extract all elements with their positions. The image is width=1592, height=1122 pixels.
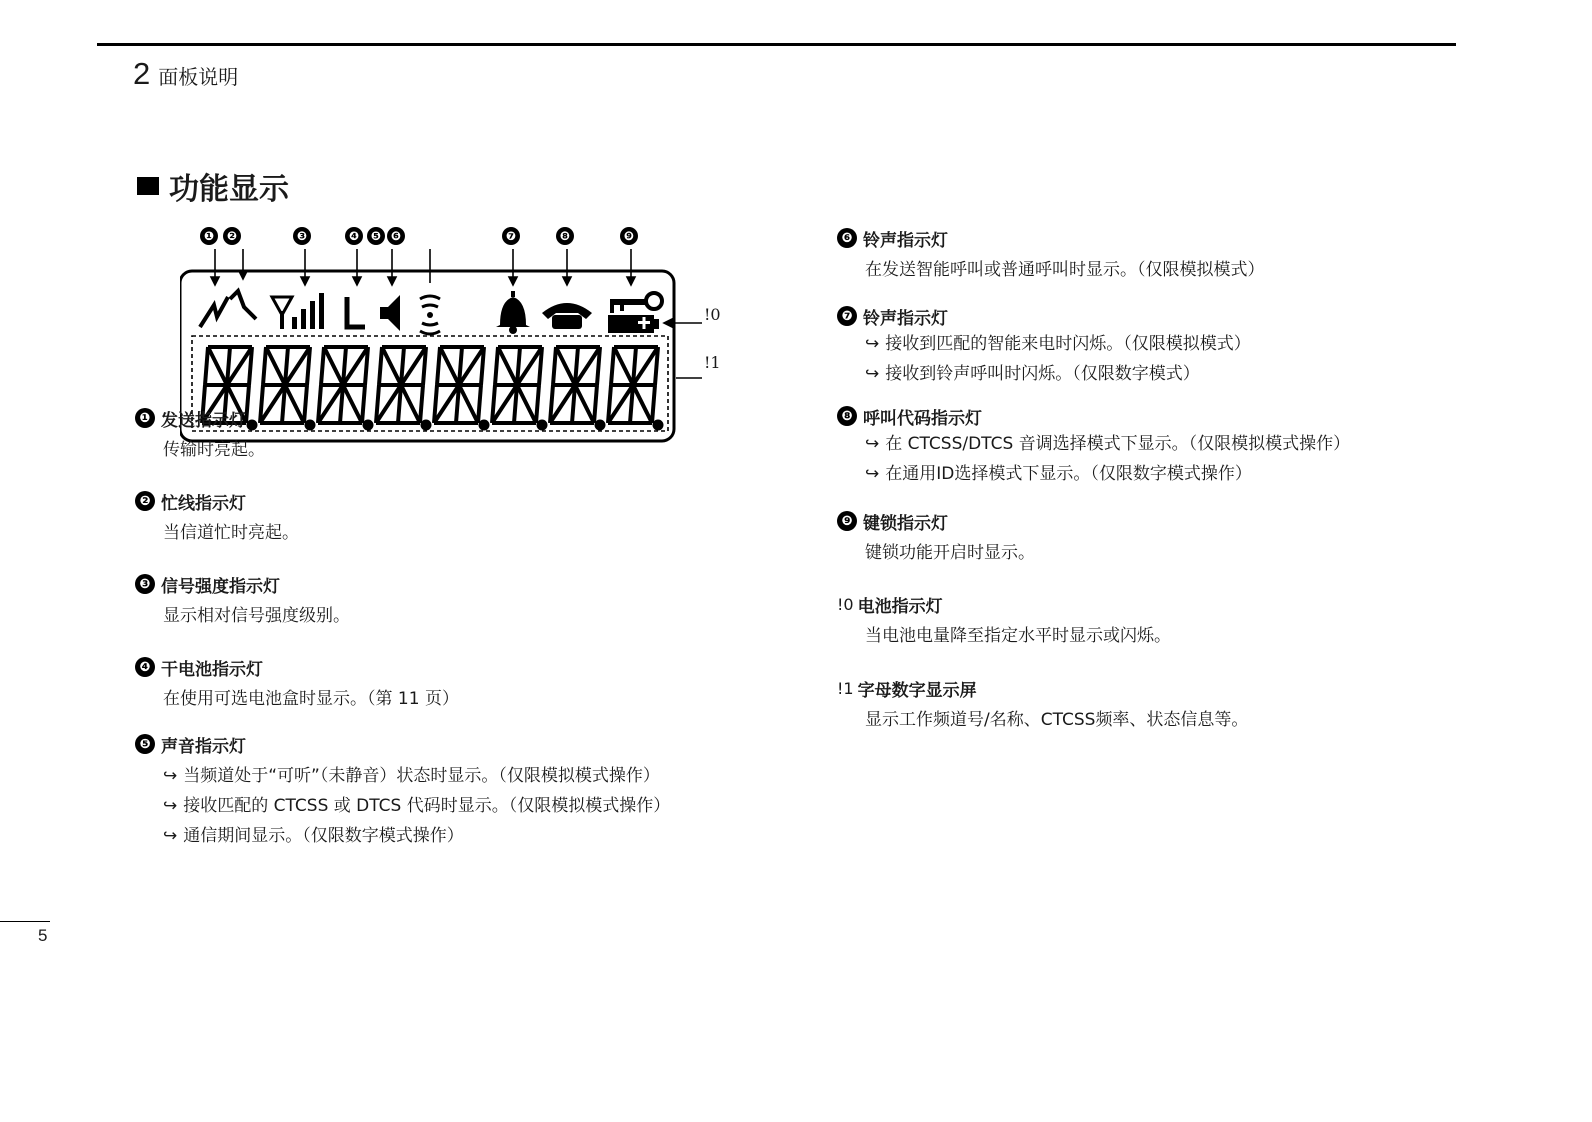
bullet-arrow-icon: ↪	[865, 334, 880, 354]
callout-2: ❷	[223, 227, 241, 245]
item-bullet	[865, 364, 1251, 384]
item-title: 字母数字显示屏	[857, 680, 977, 701]
item-call-code-indicator	[837, 404, 1350, 484]
callout-10-label: !0	[704, 305, 721, 324]
item-title: 信号强度指示灯	[161, 576, 280, 597]
callout-5: ❺	[367, 227, 385, 245]
item-title: 发送指示灯	[161, 410, 246, 431]
item-title: 忙线指示灯	[161, 493, 246, 514]
item-badge: ❸	[135, 574, 155, 594]
bullet-arrow-icon: ↪	[865, 364, 880, 384]
bullet-text: 在通用ID选择模式下显示。（仅限数字模式操作）	[885, 464, 1252, 484]
bullet-text: 当频道处于“可听”（未静音）状态时显示。（仅限模拟模式操作）	[183, 766, 660, 786]
chapter-number: 2	[133, 56, 151, 91]
decimal-point	[307, 422, 313, 428]
callout-9: ❾	[620, 227, 638, 245]
item-bell-receive-indicator	[837, 304, 1251, 384]
bullet-text: 通信期间显示。（仅限数字模式操作）	[183, 826, 464, 846]
item-title: 键锁指示灯	[863, 513, 948, 534]
segment-digit	[608, 347, 661, 428]
item-badge: !0	[837, 594, 854, 614]
decimal-point	[539, 422, 545, 428]
item-title: 呼叫代码指示灯	[863, 408, 982, 429]
bullet-arrow-icon: ↪	[163, 766, 178, 786]
item-badge: ❷	[135, 491, 155, 511]
segment-digit	[318, 347, 371, 428]
segment-digit	[434, 347, 487, 428]
callout-11-label: !1	[704, 353, 721, 372]
item-description: 显示相对信号强度级别。	[163, 606, 350, 626]
item-bell-send-indicator	[837, 226, 1265, 280]
item-title: 铃声指示灯	[863, 308, 948, 329]
item-alphanumeric-display	[837, 676, 1248, 730]
page-number: 5	[38, 926, 48, 945]
item-bullet	[163, 766, 670, 786]
item-title: 声音指示灯	[161, 736, 246, 757]
item-badge: ❾	[837, 511, 857, 531]
item-key-lock-indicator	[837, 509, 1035, 563]
bullet-text: 接收到铃声呼叫时闪烁。（仅限数字模式）	[885, 364, 1200, 384]
item-battery-indicator	[837, 592, 1171, 646]
item-description: 在发送智能呼叫或普通呼叫时显示。（仅限模拟模式）	[865, 260, 1265, 280]
callout-7: ❼	[502, 227, 520, 245]
item-signal-indicator	[135, 572, 350, 626]
segment-digit	[376, 347, 429, 428]
bullet-arrow-icon: ↪	[865, 434, 880, 454]
item-description: 键锁功能开启时显示。	[865, 543, 1035, 563]
item-description: 在使用可选电池盒时显示。（第 11 页）	[163, 689, 459, 709]
item-bullet	[163, 796, 670, 816]
item-title: 干电池指示灯	[161, 659, 263, 680]
bullet-text: 接收匹配的 CTCSS 或 DTCS 代码时显示。（仅限模拟模式操作）	[183, 796, 671, 816]
callout-6: ❻	[387, 227, 405, 245]
item-description: 当电池电量降至指定水平时显示或闪烁。	[865, 626, 1171, 646]
item-badge: ❼	[837, 306, 857, 326]
chapter-title: 面板说明	[158, 65, 239, 89]
callout-3: ❸	[293, 227, 311, 245]
bullet-text: 在 CTCSS/DTCS 音调选择模式下显示。（仅限模拟模式操作）	[885, 434, 1351, 454]
bullet-text: 接收到匹配的智能来电时闪烁。（仅限模拟模式）	[885, 334, 1251, 354]
item-description: 显示工作频道号/名称、CTCSS频率、状态信息等。	[865, 710, 1249, 730]
decimal-point	[597, 422, 603, 428]
item-tx-indicator	[135, 406, 265, 460]
item-badge: ❽	[837, 406, 857, 426]
item-badge: ❹	[135, 657, 155, 677]
item-busy-indicator	[135, 489, 299, 543]
decimal-point	[423, 422, 429, 428]
segment-digit	[550, 347, 603, 428]
segment-digit	[260, 347, 313, 428]
bullet-arrow-icon: ↪	[163, 796, 178, 816]
square-bullet-icon	[137, 177, 159, 195]
item-title: 铃声指示灯	[863, 230, 948, 251]
item-description: 传输时亮起。	[163, 440, 265, 460]
item-badge: ❺	[135, 734, 155, 754]
callout-4: ❹	[345, 227, 363, 245]
item-badge: ❶	[135, 408, 155, 428]
header-rule	[97, 43, 1456, 46]
bullet-arrow-icon: ↪	[865, 464, 880, 484]
callout-1: ❶	[200, 227, 218, 245]
item-dry-battery-indicator	[135, 655, 459, 709]
item-title: 电池指示灯	[857, 596, 943, 617]
callout-8: ❽	[556, 227, 574, 245]
decimal-point	[365, 422, 371, 428]
item-bullet	[163, 826, 670, 846]
item-bullet	[865, 434, 1350, 454]
segment-digit	[492, 347, 545, 428]
item-audio-indicator	[135, 732, 670, 846]
chapter-header	[133, 56, 238, 96]
item-bullet	[865, 464, 1350, 484]
section-heading	[137, 164, 289, 208]
item-badge: ❻	[837, 228, 857, 248]
section-title: 功能显示	[169, 172, 289, 207]
decimal-point	[655, 422, 661, 428]
item-badge: !1	[837, 678, 854, 698]
decimal-point	[481, 422, 487, 428]
bullet-arrow-icon: ↪	[163, 826, 178, 846]
item-bullet	[865, 334, 1251, 354]
footer-rule	[0, 921, 50, 922]
item-description: 当信道忙时亮起。	[163, 523, 299, 543]
